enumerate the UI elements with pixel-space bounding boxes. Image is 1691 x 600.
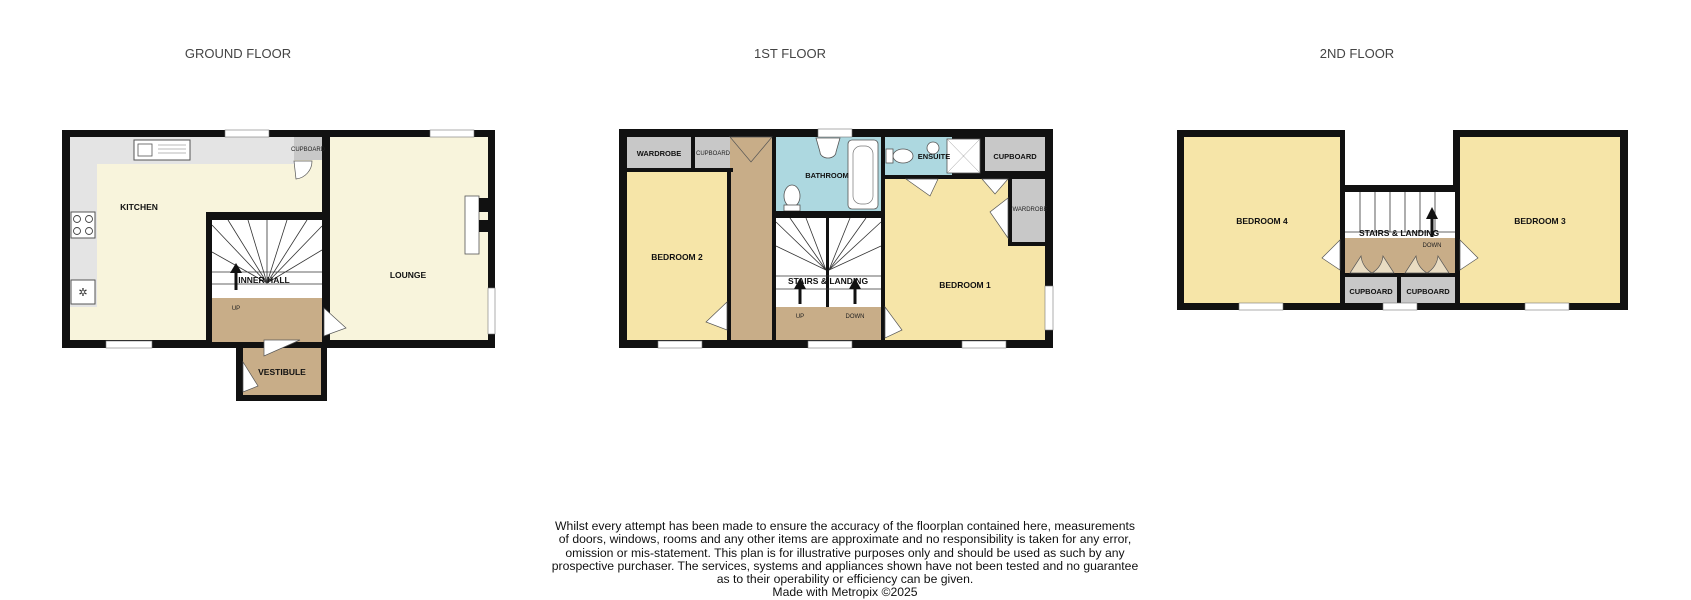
stairs-landing-label: STAIRS & LANDING <box>787 276 869 286</box>
bedroom1-label: BEDROOM 1 <box>939 280 991 290</box>
fireplace-icon <box>465 196 479 254</box>
first-corridor <box>730 137 772 340</box>
window-icon <box>962 341 1006 348</box>
wardrobe-right-label: WARDROBE <box>1012 207 1048 213</box>
disclaimer-line: as to their operability or efficiency can be given. <box>716 572 974 587</box>
window-icon <box>658 341 702 348</box>
second-floor-title: 2ND FLOOR <box>1319 46 1395 61</box>
stair-wall-top <box>206 212 324 220</box>
window-icon <box>1045 286 1053 330</box>
first-stair-up-label: UP <box>795 314 805 320</box>
bathroom-label: BATHROOM <box>805 171 849 180</box>
kitchen-label: KITCHEN <box>120 202 158 212</box>
bedroom2-label: BEDROOM 2 <box>651 252 703 262</box>
disclaimer-line: of doors, windows, rooms and any other items are approximate and no responsibility is taken for any error, <box>558 532 1132 547</box>
inner-hall-label: INNER HALL <box>238 275 290 285</box>
ground-stair-up-label: UP <box>231 306 241 312</box>
disclaimer-line: prospective purchaser. The services, systems and appliances shown have not been tested and no guarantee <box>551 558 1139 573</box>
disclaimer-line: Whilst every attempt has been made to ensure the accuracy of the floorplan contained here, measurements <box>555 519 1135 533</box>
window-icon <box>1525 303 1569 310</box>
sink-icon <box>134 140 190 160</box>
landing-floor <box>776 307 881 340</box>
second-stair-down-label: DOWN <box>1422 243 1442 249</box>
toilet-icon <box>784 185 800 207</box>
lounge-floor <box>330 137 488 340</box>
credit-line: Made with Metropix ©2025 <box>772 585 918 600</box>
window-icon <box>1239 303 1283 310</box>
ensuite-label: ENSUITE <box>917 152 951 161</box>
cupboard-small-label: CUPBOARD <box>695 151 731 157</box>
window-icon <box>225 130 269 137</box>
ground-cupboard-label: CUPBOARD <box>290 147 326 153</box>
window-icon <box>1383 303 1417 310</box>
bedroom4-label: BEDROOM 4 <box>1236 216 1288 226</box>
bedroom3-label: BEDROOM 3 <box>1514 216 1566 226</box>
second-stairs-landing-label: STAIRS & LANDING <box>1358 228 1440 238</box>
first-floor-plan <box>619 129 1053 348</box>
window-icon <box>488 288 495 334</box>
vestibule-label: VESTIBULE <box>258 367 306 377</box>
second-floor-plan <box>1177 130 1628 310</box>
first-floor-title: 1ST FLOOR <box>753 46 827 61</box>
ground-floor-title: GROUND FLOOR <box>184 46 292 61</box>
first-stair-down-label: DOWN <box>845 314 865 320</box>
washing-machine-glyph-icon: ✲ <box>78 287 88 299</box>
window-icon <box>818 129 852 137</box>
ensuite-toilet-icon <box>893 149 913 163</box>
window-icon <box>106 341 152 348</box>
inner-hall-floor <box>212 298 322 342</box>
cupboard-a-label: CUPBOARD <box>1349 287 1393 296</box>
window-icon <box>808 341 852 348</box>
window-icon <box>430 130 474 137</box>
ground-floor-plan <box>62 130 495 401</box>
wardrobe-left-label: WARDROBE <box>636 149 682 158</box>
disclaimer-line: omission or mis-statement. This plan is for illustrative purposes only and should be used as such by any <box>565 545 1125 560</box>
bath-icon <box>848 140 878 209</box>
lounge-label: LOUNGE <box>389 270 427 280</box>
cupboard-right-label: CUPBOARD <box>993 152 1037 161</box>
disclaimer <box>545 520 1145 600</box>
stair-wall-left <box>206 212 212 344</box>
cupboard-b-label: CUPBOARD <box>1406 287 1450 296</box>
